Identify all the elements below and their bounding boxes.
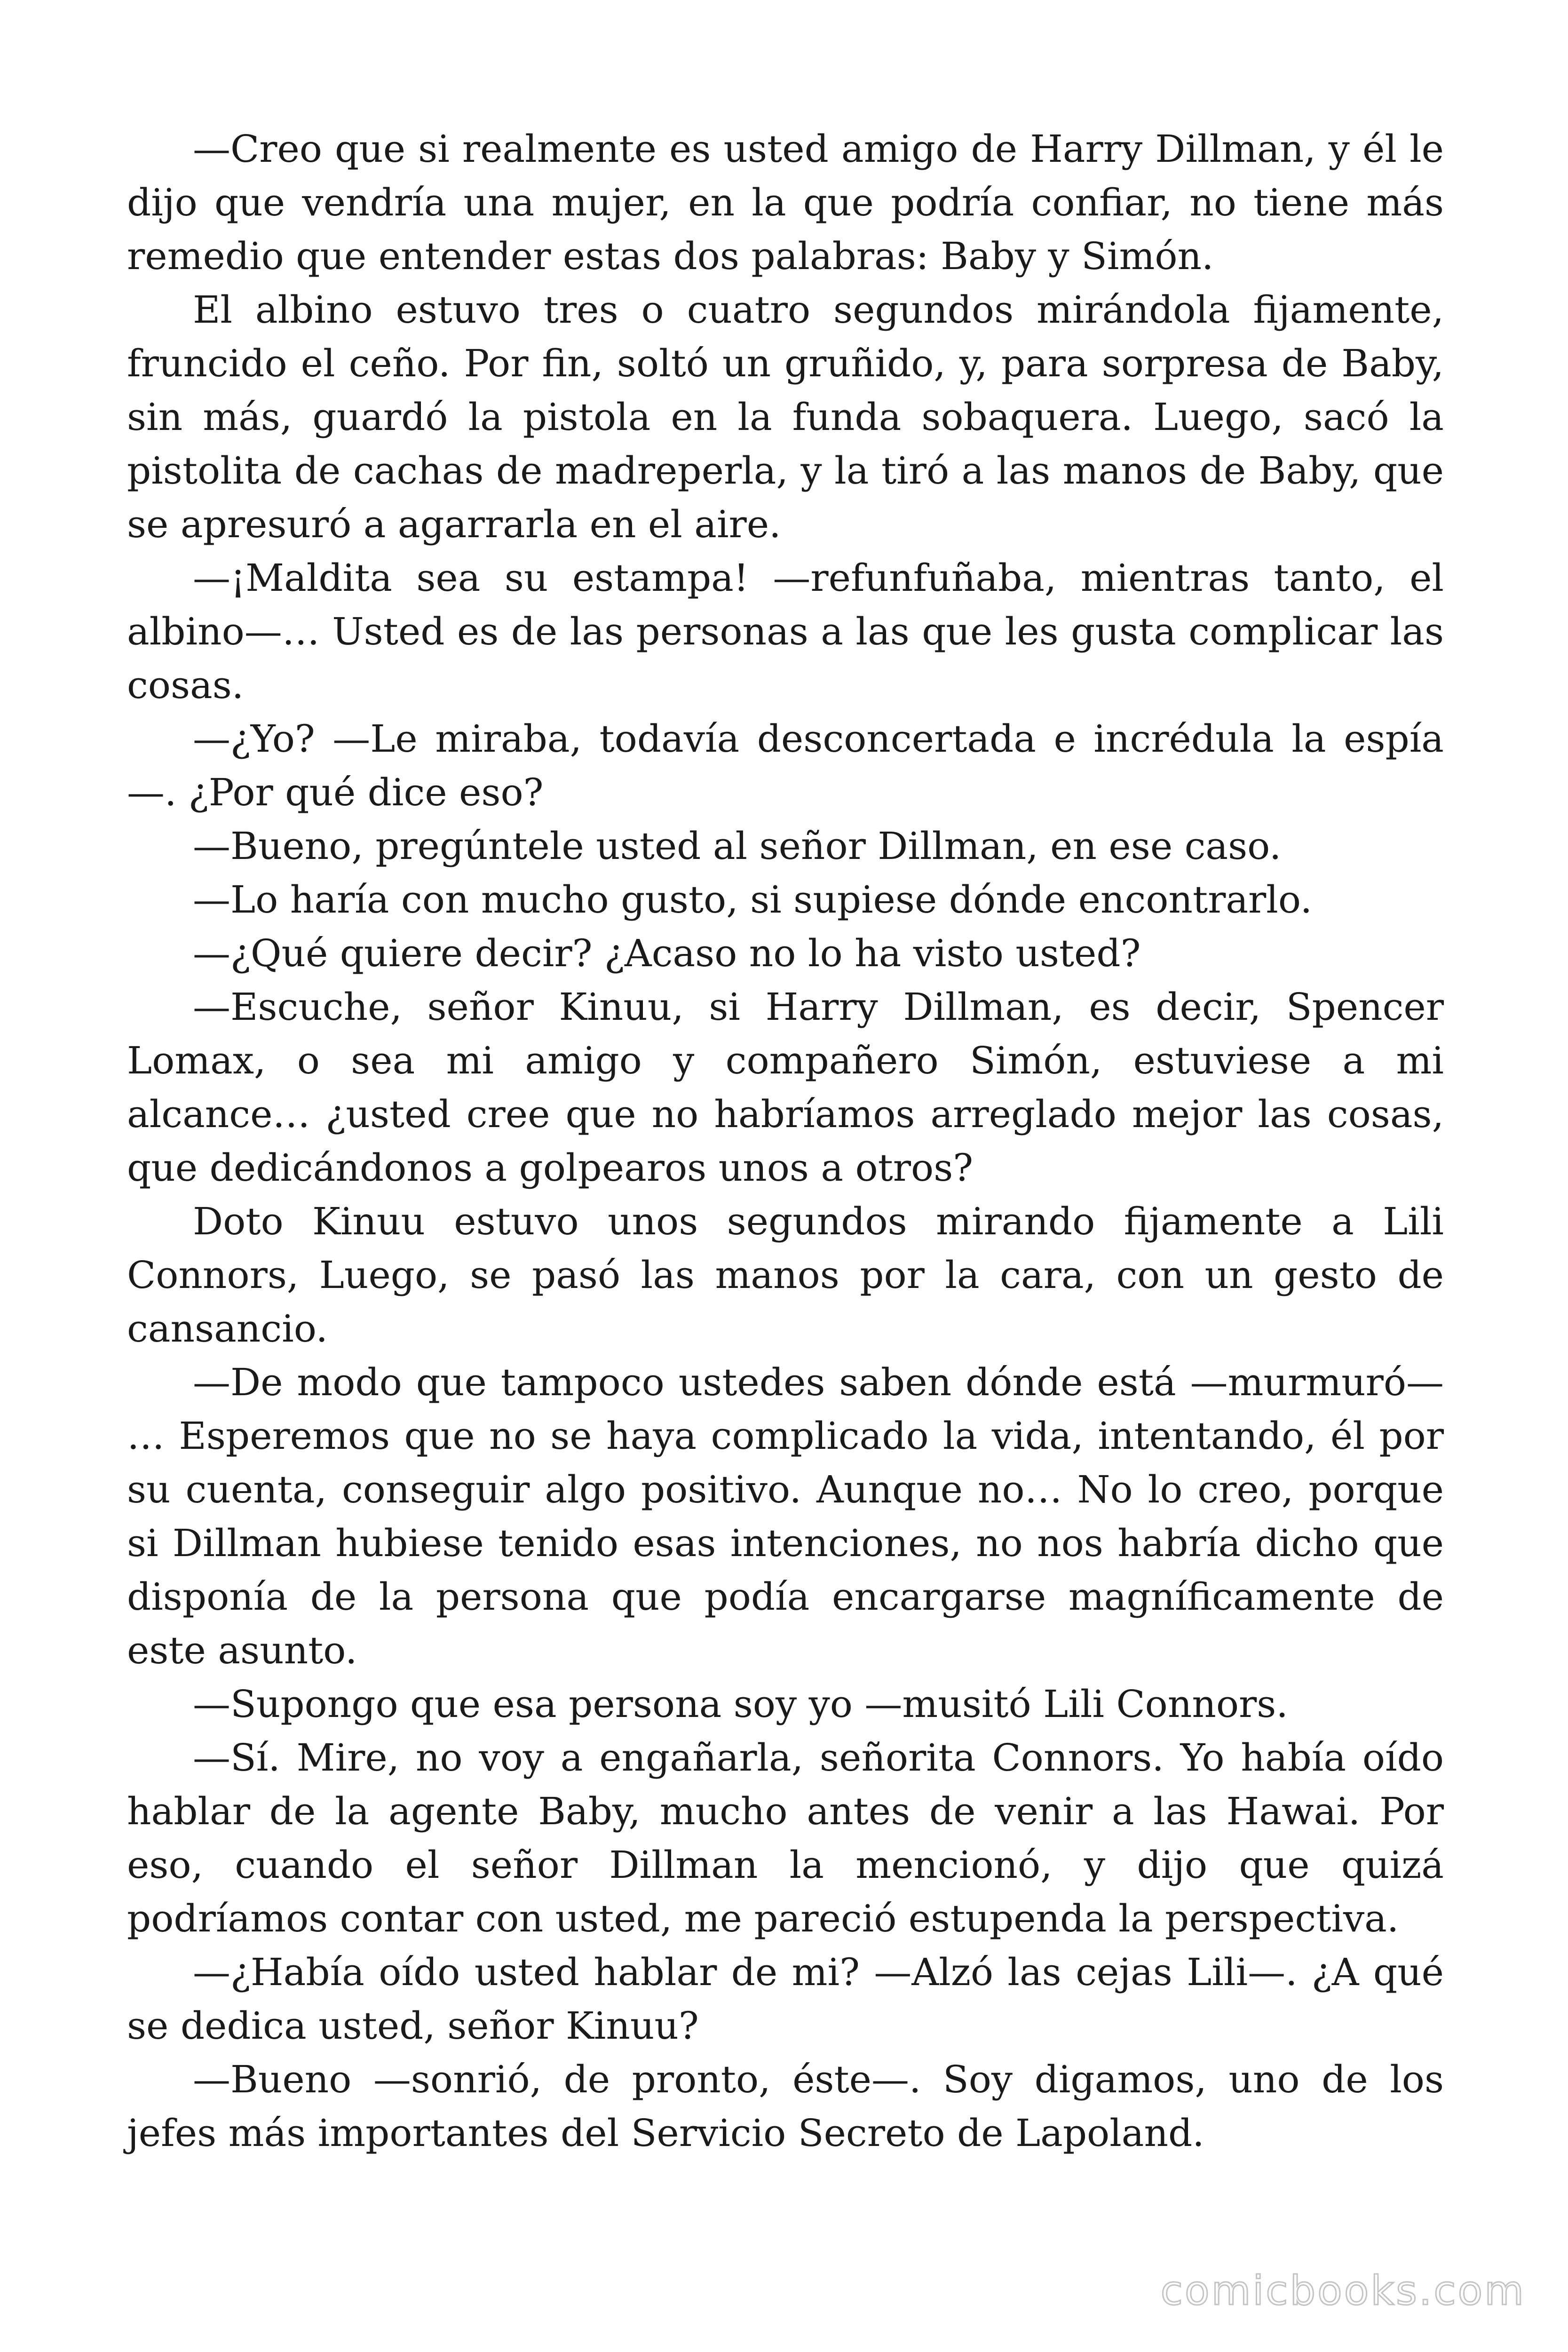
paragraph: —Supongo que esa persona soy yo —musitó Lili Connors. bbox=[193, 1682, 1288, 1726]
paragraph: —¡Maldita sea su estampa! —refunfuñaba, mientras tanto, el albino—… Usted es de las personas a las que les gusta complicar las cosas. bbox=[127, 556, 1444, 707]
paragraph: —Lo haría con mucho gusto, si supiese dónde encontrarlo. bbox=[193, 878, 1313, 922]
paragraph: —¿Había oído usted hablar de mi? —Alzó las cejas Lili—. ¿A qué se dedica usted, señor Kinuu? bbox=[127, 1950, 1444, 2048]
paragraph: —Creo que si realmente es usted amigo de Harry Dillman, y él le dijo que vendría una mujer, en la que podría confiar, no tiene más remedio que entender estas dos palabras: Baby y Simón. bbox=[127, 127, 1444, 278]
paragraph: Doto Kinuu estuvo unos segundos mirando fijamente a Lili Connors, Luego, se pasó las manos por la cara, con un gesto de cansancio. bbox=[127, 1200, 1444, 1351]
paragraph: —Escuche, señor Kinuu, si Harry Dillman, es decir, Spencer Lomax, o sea mi amigo y compañero Simón, estuviese a mi alcance… ¿usted cree que no habríamos arreglado mejor las cosas, que dedicándonos a golpearos unos a otros? bbox=[127, 985, 1444, 1190]
watermark: comicbooks.com bbox=[1160, 2267, 1526, 2314]
paragraph: —Bueno —sonrió, de pronto, éste—. Soy digamos, uno de los jefes más importantes del Servicio Secreto de Lapoland. bbox=[127, 2058, 1444, 2155]
page-body bbox=[127, 122, 1444, 2160]
paragraph: —Bueno, pregúntele usted al señor Dillman, en ese caso. bbox=[193, 824, 1282, 868]
paragraph: El albino estuvo tres o cuatro segundos mirándola fijamente, fruncido el ceño. Por fin, soltó un gruñido, y, para sorpresa de Baby, sin más, guardó la pistola en la funda sobaquera. Luego, sacó la pistolita de cachas de madreperla, y la tiró a las manos de Baby, que se apresuró a agarrarla en el aire. bbox=[127, 288, 1444, 546]
paragraph: —Sí. Mire, no voy a engañarla, señorita Connors. Yo había oído hablar de la agente Baby, mucho antes de venir a las Hawai. Por eso, cuando el señor Dillman la mencionó, y dijo que quizá podríamos contar con usted, me pareció estupenda la perspectiva. bbox=[127, 1736, 1444, 1940]
paragraph: —¿Qué quiere decir? ¿Acaso no lo ha visto usted? bbox=[193, 931, 1141, 975]
paragraph: —¿Yo? —Le miraba, todavía desconcertada e incrédula la espía —. ¿Por qué dice eso? bbox=[127, 717, 1444, 814]
paragraph: —De modo que tampoco ustedes saben dónde está —murmuró— … Esperemos que no se haya complicado la vida, intentando, él por su cuenta, conseguir algo positivo. Aunque no… No lo creo, porque si Dillman hubiese tenido esas intenciones, no nos habría dicho que disponía de la persona que podía encargarse magníficamente de este asunto. bbox=[127, 1360, 1444, 1672]
